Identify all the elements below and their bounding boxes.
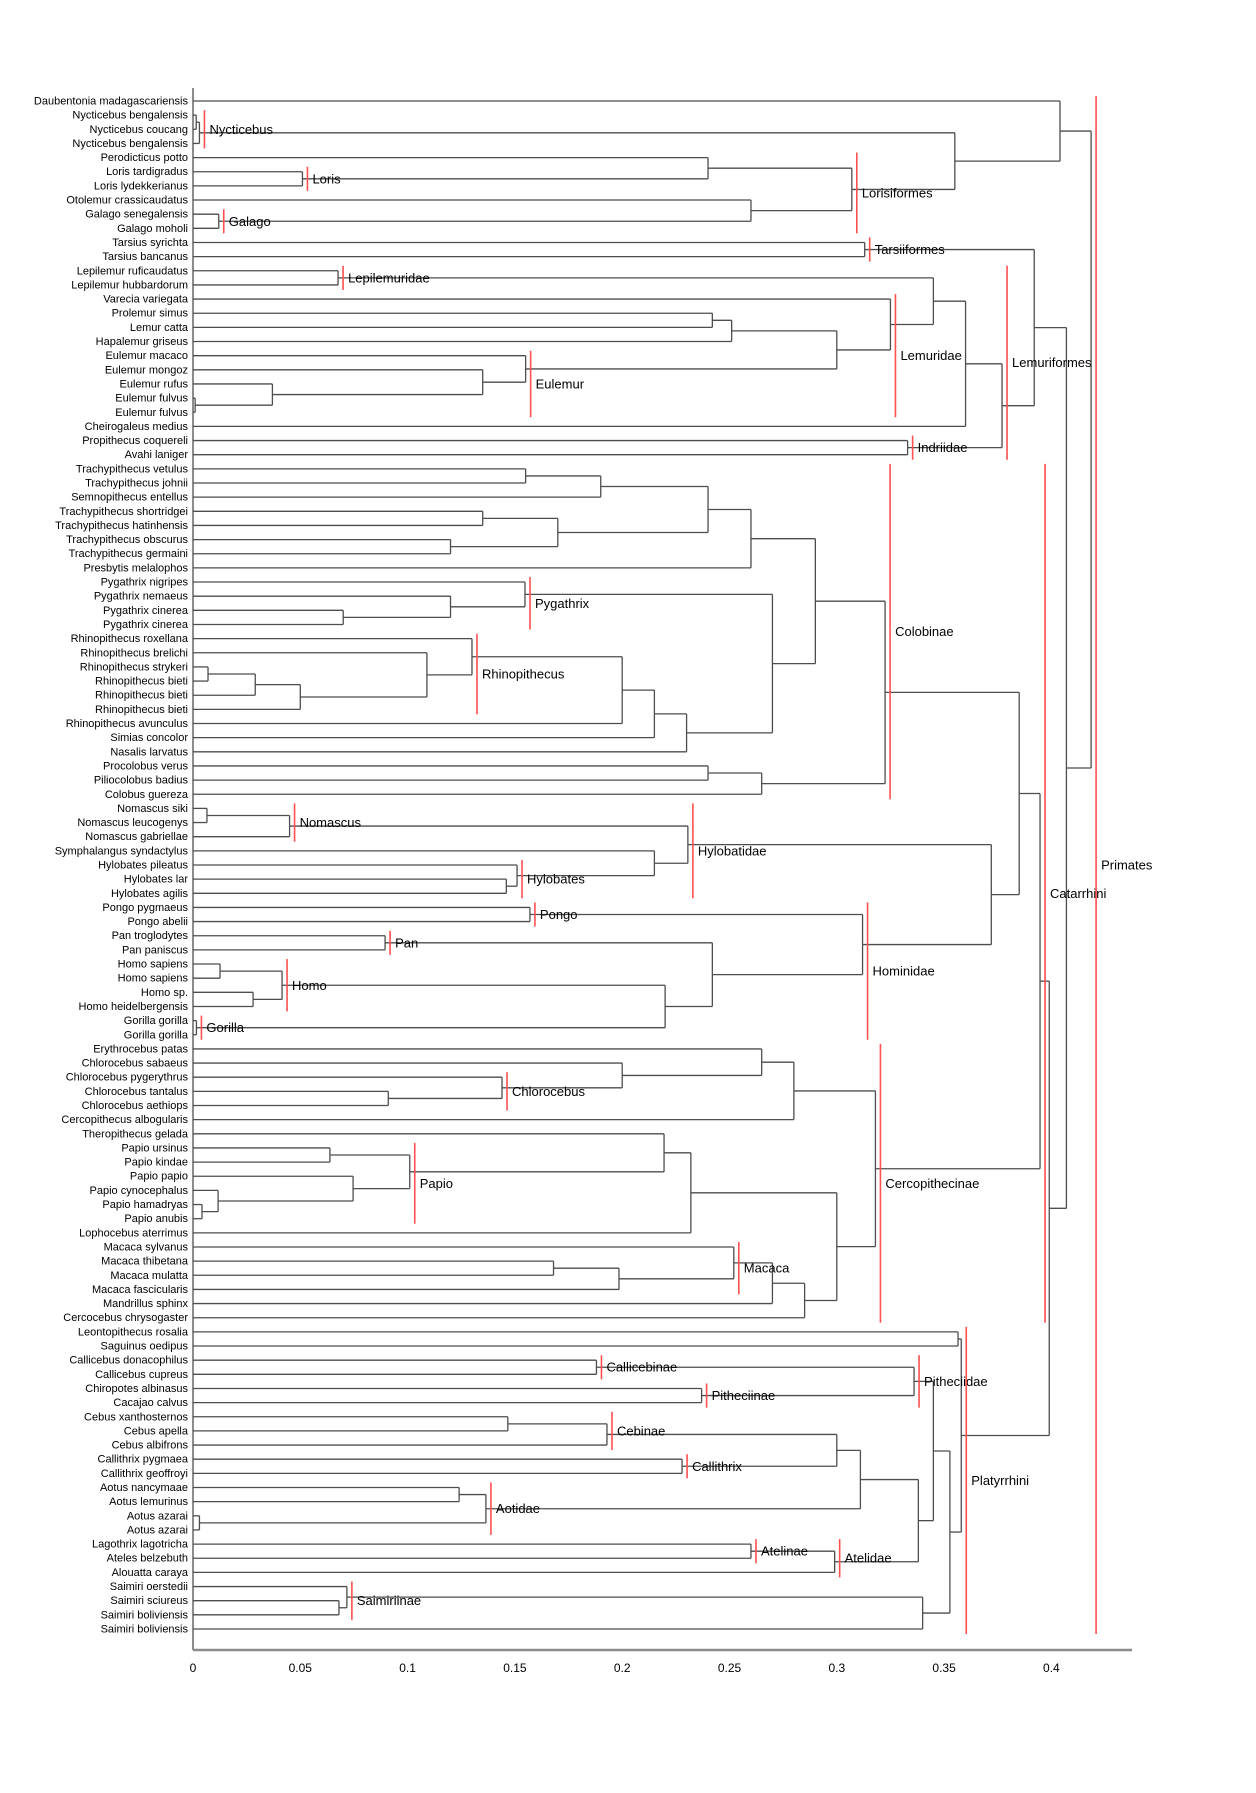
clade-label: Pygathrix (534, 595, 590, 611)
tip-label: Papio ursinus (121, 1142, 188, 1155)
clade-label: Tarsiiformes (874, 242, 945, 258)
tip-label: Callithrix geoffroyi (100, 1467, 188, 1480)
tip-label: Chlorocebus pygerythrus (65, 1071, 188, 1084)
tip-label: Lepilemur hubbardorum (71, 279, 188, 292)
tip-label: Pygathrix cinerea (103, 604, 188, 617)
clade-label: Chlorocebus (512, 1083, 586, 1099)
tip-label: Cebus albifrons (111, 1439, 188, 1452)
tip-label: Piliocolobus badius (93, 774, 188, 787)
tip-label: Saimiri boliviensis (100, 1623, 188, 1636)
tip-label: Hylobates pileatus (98, 859, 188, 872)
clade-label: Saimiriinae (356, 1593, 422, 1609)
tip-label: Colobus guereza (104, 788, 188, 801)
tip-label: Loris lydekkerianus (93, 180, 188, 193)
tip-label: Ateles belzebuth (106, 1552, 188, 1565)
tip-label: Eulemur fulvus (115, 406, 188, 419)
tip-label: Trachypithecus obscurus (66, 534, 188, 547)
tip-label: Pygathrix nigripes (100, 576, 188, 589)
clade-label: Macaca (743, 1260, 790, 1276)
axis-tick-label: 0.35 (932, 1661, 956, 1675)
tip-label: Pan paniscus (121, 944, 188, 957)
clade-label: Loris (312, 171, 341, 187)
tip-label: Cheirogaleus medius (84, 420, 188, 433)
tip-label: Mandrillus sphinx (103, 1298, 188, 1311)
clade-label: Cercopithecinae (885, 1175, 980, 1191)
tip-label: Lagothrix lagotricha (91, 1538, 188, 1551)
tip-label: Macaca fascicularis (92, 1283, 188, 1296)
tip-label: Callithrix pygmaea (97, 1453, 188, 1466)
clade-label: Colobinae (895, 624, 954, 640)
axis-tick-label: 0 (189, 1661, 197, 1675)
tip-label: Homo heidelbergensis (78, 1000, 188, 1013)
clade-label: Callithrix (692, 1458, 742, 1474)
clade-label: Hylobatidae (697, 843, 767, 859)
clade-label: Pitheciidae (924, 1373, 988, 1389)
tip-label: Hylobates agilis (110, 887, 188, 900)
tip-label: Rhinopithecus brelichi (80, 647, 188, 660)
tip-label: Rhinopithecus avunculus (65, 718, 188, 731)
tip-label: Pongo abelii (127, 916, 188, 929)
tip-label: Lemur catta (129, 321, 188, 334)
tip-label: Cercocebus chrysogaster (63, 1312, 188, 1325)
tip-label: Symphalangus syndactylus (54, 845, 188, 858)
tip-label: Hapalemur griseus (95, 336, 188, 349)
clade-label: Lorisiformes (861, 185, 933, 201)
tip-label: Chlorocebus tantalus (84, 1085, 188, 1098)
tip-label: Rhinopithecus roxellana (70, 633, 188, 646)
tip-label: Simias concolor (110, 732, 188, 745)
tip-label: Papio papio (129, 1170, 188, 1183)
tip-label: Nomascus siki (117, 802, 188, 815)
clade-label: Lemuridae (900, 348, 962, 364)
tip-label: Nasalis larvatus (110, 746, 188, 759)
tip-label: Pan troglodytes (111, 930, 188, 943)
clade-label: Nycticebus (209, 121, 274, 137)
clade-label: Catarrhini (1050, 885, 1107, 901)
tip-label: Eulemur macaco (105, 350, 188, 363)
tip-label: Trachypithecus germaini (68, 548, 188, 561)
clade-label: Callicebinae (606, 1359, 678, 1375)
tip-label: Saimiri boliviensis (100, 1609, 188, 1622)
axis-tick-label: 0.05 (288, 1661, 312, 1675)
tip-label: Avahi laniger (124, 449, 188, 462)
axis-tick-label: 0.4 (1043, 1661, 1060, 1675)
tip-label: Erythrocebus patas (93, 1043, 188, 1056)
tip-label: Galago moholi (117, 222, 188, 235)
clade-label: Aotidae (495, 1501, 541, 1517)
tip-label: Pygathrix cinerea (103, 618, 188, 631)
tip-label: Aotus nancymaae (99, 1482, 188, 1495)
tip-label: Papio kindae (124, 1156, 188, 1169)
tip-label: Presbytis melalophos (83, 562, 188, 575)
clade-label: Rhinopithecus (481, 666, 565, 682)
tip-label: Tarsius bancanus (102, 251, 188, 264)
clade-label: Atelidae (844, 1550, 892, 1566)
axis-tick-label: 0.25 (717, 1661, 742, 1675)
tip-label: Eulemur rufus (119, 378, 188, 391)
tip-label: Semnopithecus entellus (71, 491, 188, 504)
tip-label: Homo sp. (140, 986, 188, 999)
tip-label: Theropithecus gelada (82, 1128, 188, 1141)
clade-label: Homo (292, 977, 327, 993)
clade-label: Hylobates (527, 871, 585, 887)
clade-label: Pitheciinae (711, 1388, 776, 1404)
axis-tick-label: 0.2 (613, 1661, 631, 1675)
clade-label: Primates (1101, 857, 1153, 873)
tip-label: Homo sapiens (117, 972, 188, 985)
tip-label: Perodicticus potto (100, 152, 188, 165)
axis-tick-label: 0.1 (399, 1661, 416, 1675)
clade-label: Atelinae (760, 1543, 808, 1559)
clade-label: Hominidae (872, 963, 935, 979)
tip-label: Gorilla gorilla (123, 1015, 188, 1028)
clade-label: Eulemur (535, 376, 585, 392)
tip-label: Otolemur crassicaudatus (66, 194, 188, 207)
clade-label: Pongo (539, 907, 578, 923)
tip-label: Nomascus gabriellae (85, 831, 188, 844)
tip-label: Aotus lemurinus (109, 1496, 188, 1509)
tip-label: Nomascus leucogenys (77, 817, 188, 830)
tip-label: Saimiri oerstedii (109, 1581, 188, 1594)
clade-label: Lemuriformes (1012, 355, 1092, 371)
tip-label: Varecia variegata (103, 293, 188, 306)
tip-label: Aotus azarai (126, 1524, 188, 1537)
clade-label: Papio (419, 1175, 453, 1191)
clade-label: Nomascus (299, 815, 361, 831)
tip-label: Prolemur simus (111, 307, 188, 320)
tip-label: Chlorocebus sabaeus (81, 1057, 188, 1070)
tip-label: Eulemur mongoz (104, 364, 188, 377)
tip-label: Galago senegalensis (85, 208, 188, 221)
tip-label: Propithecus coquereli (82, 435, 188, 448)
tip-label: Papio anubis (124, 1213, 188, 1226)
tip-label: Nycticebus bengalensis (72, 137, 188, 150)
axis-tick-label: 0.15 (503, 1661, 527, 1675)
tip-label: Trachypithecus hatinhensis (55, 519, 188, 532)
tip-label: Chlorocebus aethiops (81, 1100, 188, 1113)
tip-label: Rhinopithecus bieti (95, 703, 188, 716)
tip-label: Macaca mulatta (110, 1269, 188, 1282)
tip-label: Gorilla gorilla (123, 1029, 188, 1042)
tip-label: Macaca thibetana (101, 1255, 188, 1268)
tip-label: Lophocebus aterrimus (79, 1227, 188, 1240)
axis-tick-label: 0.3 (828, 1661, 846, 1675)
tip-label: Procolobus verus (103, 760, 188, 773)
tip-label: Cercopithecus albogularis (61, 1114, 188, 1127)
tip-label: Pongo pygmaeus (102, 901, 188, 914)
tip-label: Loris tardigradus (106, 166, 188, 179)
tip-label: Leontopithecus rosalia (77, 1326, 188, 1339)
clade-label: Gorilla (206, 1020, 245, 1036)
tip-label: Callicebus cupreus (95, 1368, 188, 1381)
tip-label: Chiropotes albinasus (85, 1382, 188, 1395)
tip-label: Papio cynocephalus (89, 1184, 188, 1197)
tip-label: Cebus apella (123, 1425, 188, 1438)
tip-label: Rhinopithecus bieti (95, 675, 188, 688)
clade-label: Cebinae (616, 1423, 666, 1439)
tip-label: Trachypithecus shortridgei (59, 505, 188, 518)
clade-label: Galago (228, 213, 271, 229)
tip-label: Cebus xanthosternos (84, 1411, 188, 1424)
tip-label: Rhinopithecus strykeri (79, 661, 188, 674)
tip-label: Papio hamadryas (102, 1199, 188, 1212)
tip-label: Homo sapiens (117, 958, 188, 971)
tip-label: Nycticebus coucang (89, 123, 188, 136)
tip-label: Macaca sylvanus (103, 1241, 188, 1254)
tip-label: Saimiri sciureus (110, 1595, 188, 1608)
tip-label: Trachypithecus vetulus (75, 463, 188, 476)
clade-label: Lepilemuridae (348, 270, 430, 286)
tip-label: Nycticebus bengalensis (72, 109, 188, 122)
tip-label: Daubentonia madagascariensis (33, 95, 188, 108)
tip-label: Eulemur fulvus (115, 392, 188, 405)
tip-label: Lepilemur ruficaudatus (76, 265, 188, 278)
clade-label: Platyrrhini (971, 1472, 1030, 1488)
tip-label: Pygathrix nemaeus (93, 590, 188, 603)
tip-label: Hylobates lar (123, 873, 188, 886)
tip-label: Trachypithecus johnii (85, 477, 188, 490)
tip-label: Cacajao calvus (113, 1397, 188, 1410)
tip-label: Rhinopithecus bieti (95, 689, 188, 702)
clade-label: Pan (395, 935, 419, 951)
clade-label: Indriidae (917, 440, 968, 456)
tip-label: Callicebus donacophilus (69, 1354, 188, 1367)
tip-label: Tarsius syrichta (112, 236, 188, 249)
tip-label: Aotus azarai (126, 1510, 188, 1523)
tip-label: Saguinus oedipus (100, 1340, 188, 1353)
tip-label: Alouatta caraya (111, 1566, 188, 1579)
